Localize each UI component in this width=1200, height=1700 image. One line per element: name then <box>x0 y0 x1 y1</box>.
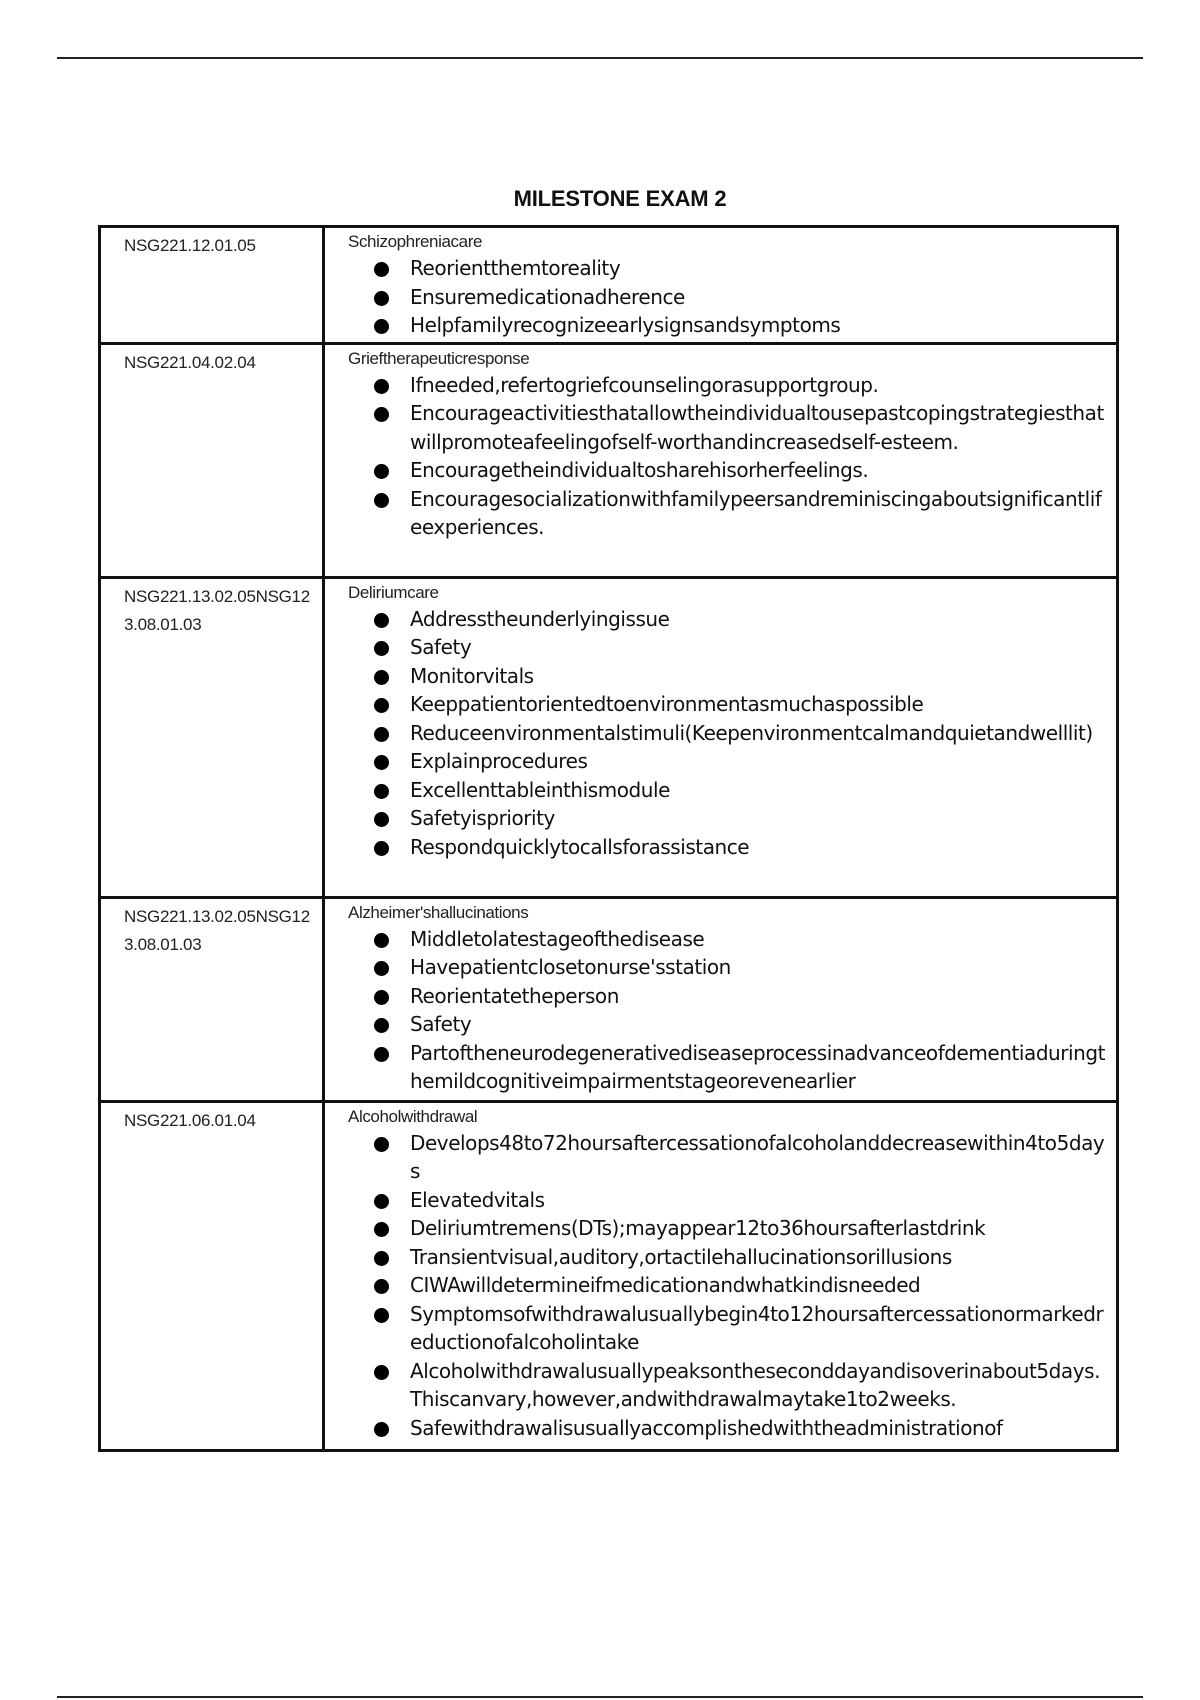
list-item-text: Safety <box>410 635 472 659</box>
header-rule <box>57 57 1143 59</box>
bullet-icon <box>374 961 389 976</box>
topic-title: Deliriumcare <box>348 582 439 602</box>
list-item <box>410 982 1106 1011</box>
bullet-icon <box>374 1047 389 1062</box>
list-item-text: Helpfamilyrecognizeearlysignsandsymptoms <box>410 313 841 337</box>
list-item <box>410 311 1106 340</box>
bullet-icon <box>374 493 389 508</box>
objective-code: NSG221.13.02.05NSG123.08.01.03 <box>100 577 324 897</box>
list-item-text: Elevatedvitals <box>410 1187 545 1212</box>
table-row <box>100 897 1118 1101</box>
bullet-icon <box>374 933 389 948</box>
bullet-icon <box>374 262 389 277</box>
bullet-list <box>348 371 1106 542</box>
table-row <box>100 577 1118 897</box>
list-item <box>410 690 1106 719</box>
list-item <box>410 1357 1106 1414</box>
topic-cell <box>324 343 1118 577</box>
bullet-icon <box>374 1365 389 1380</box>
milestone-table <box>98 225 1119 1452</box>
bullet-list <box>348 254 1106 340</box>
topic-title: Grieftherapeuticresponse <box>348 348 530 368</box>
list-item-text: Reduceenvironmentalstimuli(Keepenvironmentcalmandquietandwelllit) <box>410 720 1093 745</box>
list-item <box>410 833 1106 862</box>
bullet-icon <box>374 1279 389 1294</box>
list-item <box>410 925 1106 954</box>
list-item-text: Havepatientclosetonurse'sstation <box>410 955 731 979</box>
bullet-icon <box>374 755 389 770</box>
bullet-icon <box>374 1194 389 1209</box>
list-item-text: Excellenttableinthismodule <box>410 777 670 802</box>
list-item-text: Encouragesocializationwithfamilypeersandreminiscingaboutsignificantlifeexperiences. <box>410 486 1102 539</box>
list-item <box>410 605 1106 634</box>
list-item-text: Encourageactivitiesthatallowtheindividualtousepastcopingstrategiesthatwillpromoteafeelingofself-worthandincreasedself-esteem. <box>410 401 1104 454</box>
list-item-text: Reorientthemtoreality <box>410 256 621 280</box>
bullet-list <box>348 1129 1106 1443</box>
list-item <box>410 1214 1106 1243</box>
objective-code: NSG221.13.02.05NSG123.08.01.03 <box>100 897 324 1101</box>
list-item-text: Ifneeded,refertogriefcounselingorasupportgroup. <box>410 372 879 397</box>
bullet-icon <box>374 319 389 334</box>
table-row <box>100 227 1118 344</box>
list-item-text: Addresstheunderlyingissue <box>410 606 670 631</box>
topic-title: Alcoholwithdrawal <box>348 1106 478 1126</box>
bullet-icon <box>374 1251 389 1266</box>
bullet-icon <box>374 727 389 742</box>
list-item <box>410 371 1106 400</box>
list-item <box>410 283 1106 312</box>
topic-cell <box>324 1101 1118 1450</box>
list-item-text: Reorientatetheperson <box>410 983 619 1008</box>
list-item-text: Deliriumtremens(DTs);mayappear12to36hoursafterlastdrink <box>410 1216 986 1240</box>
bullet-icon <box>374 641 389 656</box>
list-item-text: Symptomsofwithdrawalusuallybegin4to12hoursaftercessationormarkedreductionofalcoholintake <box>410 1301 1104 1354</box>
list-item-text: Transientvisual,auditory,ortactilehallucinationsorillusions <box>410 1244 952 1269</box>
bullet-icon <box>374 464 389 479</box>
list-item <box>410 804 1106 833</box>
list-item <box>410 1039 1106 1096</box>
list-item <box>410 485 1106 542</box>
bullet-icon <box>374 379 389 394</box>
list-item <box>410 1129 1106 1186</box>
list-item-text: Explainprocedures <box>410 749 588 773</box>
bullet-icon <box>374 291 389 306</box>
bullet-icon <box>374 1137 389 1152</box>
topic-cell <box>324 577 1118 897</box>
list-item <box>410 399 1106 456</box>
list-item <box>410 633 1106 662</box>
milestone-table-body <box>100 227 1118 1451</box>
bullet-icon <box>374 1422 389 1437</box>
list-item <box>410 1300 1106 1357</box>
list-item <box>410 776 1106 805</box>
objective-code: NSG221.04.02.04 <box>100 343 324 577</box>
topic-title: Schizophreniacare <box>348 232 483 251</box>
bullet-list <box>348 925 1106 1096</box>
bullet-icon <box>374 407 389 422</box>
list-item <box>410 456 1106 485</box>
list-item-text: Respondquicklytocallsforassistance <box>410 834 750 859</box>
list-item-text: Safewithdrawalisusuallyaccomplishedwiththeadministrationof <box>410 1415 1003 1440</box>
bullet-icon <box>374 841 389 856</box>
bullet-list <box>348 605 1106 862</box>
bullet-icon <box>374 1018 389 1033</box>
list-item-text: Middletolatestageofthedisease <box>410 926 705 951</box>
bullet-icon <box>374 698 389 713</box>
list-item-text: Ensuremedicationadherence <box>410 284 685 309</box>
bullet-icon <box>374 1308 389 1323</box>
list-item <box>410 1010 1106 1039</box>
list-item <box>410 747 1106 776</box>
list-item-text: Alcoholwithdrawalusuallypeaksontheseconddayandisoverinabout5days.Thiscanvary,however,andwithdrawalmaytake1to2weeks. <box>410 1358 1100 1411</box>
list-item <box>410 254 1106 283</box>
list-item-text: Develops48to72hoursaftercessationofalcoholanddecreasewithin4to5days <box>410 1130 1105 1183</box>
bullet-icon <box>374 812 389 827</box>
bullet-icon <box>374 613 389 628</box>
objective-code: NSG221.12.01.05 <box>100 227 324 344</box>
bullet-icon <box>374 1222 389 1237</box>
list-item <box>410 719 1106 748</box>
topic-title: Alzheimer'shallucinations <box>348 902 529 922</box>
topic-cell <box>324 227 1118 344</box>
list-item-text: Safety <box>410 1012 472 1036</box>
bullet-icon <box>374 990 389 1005</box>
list-item <box>410 953 1106 982</box>
table-row <box>100 1101 1118 1450</box>
list-item <box>410 1271 1106 1300</box>
list-item-text: Partoftheneurodegenerativediseaseprocessinadvanceofdementiaduringthemildcognitiveimpairmentstageorevenearlier <box>410 1040 1106 1093</box>
bullet-icon <box>374 784 389 799</box>
list-item <box>410 662 1106 691</box>
list-item <box>410 1243 1106 1272</box>
objective-code: NSG221.06.01.04 <box>100 1101 324 1450</box>
list-item <box>410 1414 1106 1443</box>
list-item-text: Keeppatientorientedtoenvironmentasmuchaspossible <box>410 692 924 716</box>
list-item-text: Encouragetheindividualtosharehisorherfeelings. <box>410 458 869 482</box>
footer-rule <box>57 1696 1143 1698</box>
page-title: MILESTONE EXAM 2 <box>513 186 727 211</box>
topic-cell <box>324 897 1118 1101</box>
table-row <box>100 343 1118 577</box>
list-item-text: Monitorvitals <box>410 663 534 688</box>
list-item-text: Safetyispriority <box>410 806 555 830</box>
list-item-text: CIWAwilldetermineifmedicationandwhatkindisneeded <box>410 1273 921 1297</box>
list-item <box>410 1186 1106 1215</box>
bullet-icon <box>374 670 389 685</box>
